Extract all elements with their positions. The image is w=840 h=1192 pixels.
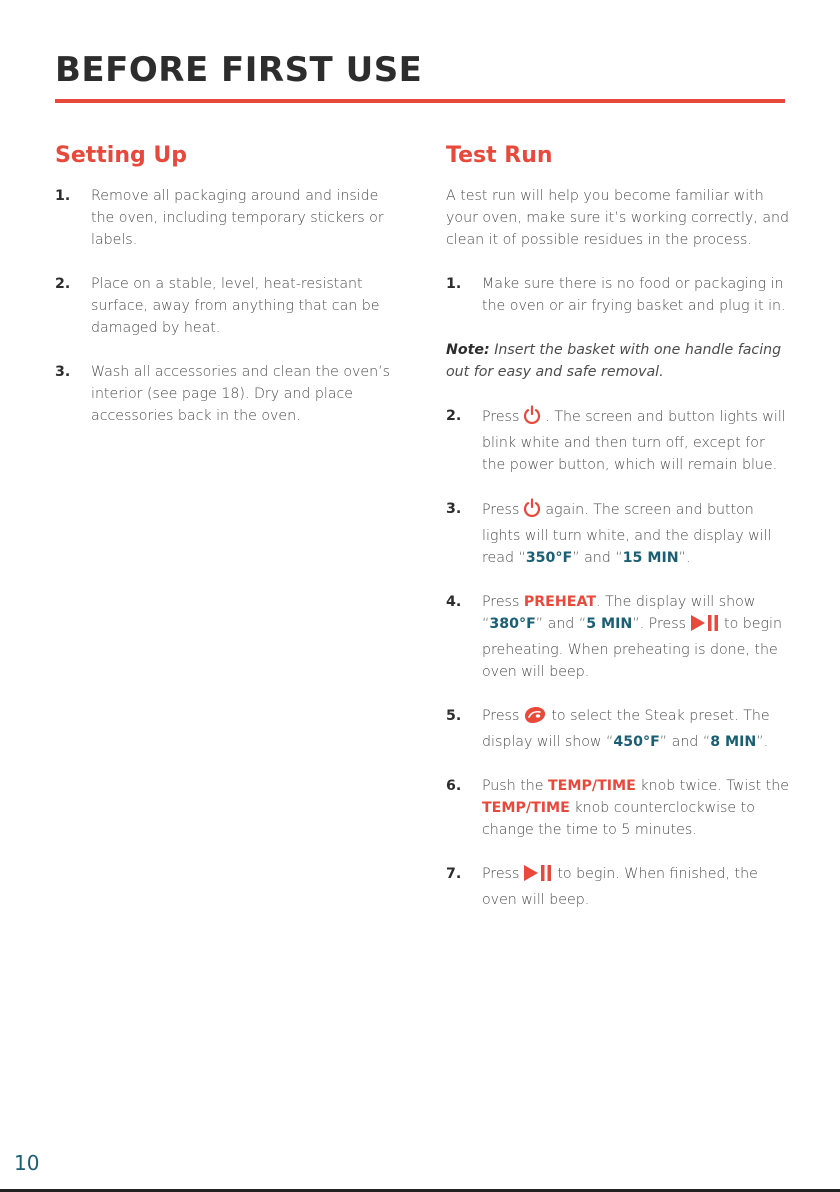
- step-number: 3.: [55, 364, 71, 380]
- power-icon: [523, 405, 541, 432]
- power-icon: [523, 498, 541, 525]
- step-text: Press: [482, 708, 520, 724]
- step-text: . The display will show “: [482, 594, 756, 632]
- test-run-step-4: [446, 591, 791, 683]
- step-number: 4.: [446, 594, 462, 610]
- step-text: Make sure there is no food or packaging in the oven or air frying basket and plug it in.: [482, 276, 786, 314]
- setting-up-heading: Setting Up: [55, 143, 188, 168]
- setting-up-step-3: [55, 361, 400, 427]
- test-run-step-5: [446, 705, 791, 753]
- time-value: 5 MIN: [586, 616, 633, 632]
- steak-icon: [523, 706, 547, 731]
- step-text: Push the: [482, 778, 544, 794]
- step-text: to begin. When finished, the oven will beep.: [482, 866, 758, 908]
- setting-up-step-1: [55, 185, 400, 251]
- step-number: 6.: [446, 778, 462, 794]
- time-value: 15 MIN: [622, 550, 679, 566]
- test-run-step-6: [446, 775, 791, 841]
- step-text: ” and “: [659, 734, 711, 750]
- step-text: ” and “: [535, 616, 587, 632]
- step-text: Place on a stable, level, heat-resistant surface, away from anything that can be damaged by heat.: [91, 276, 380, 336]
- step-number: 2.: [55, 276, 71, 292]
- temp-time-knob-label: TEMP/TIME: [548, 778, 636, 794]
- setting-up-section: [55, 143, 400, 427]
- step-text: ”.: [756, 734, 769, 750]
- step-number: 5.: [446, 708, 462, 724]
- step-text: again. The screen and button lights will turn white, and the display will read “: [482, 502, 772, 566]
- step-text: Press: [482, 866, 520, 882]
- step-number: 1.: [446, 276, 462, 292]
- step-text: to begin preheating. When preheating is done, the oven will beep.: [482, 616, 782, 680]
- time-value: 8 MIN: [710, 734, 757, 750]
- test-run-step-7: [446, 863, 791, 911]
- step-text: ”.: [678, 550, 691, 566]
- step-number: 1.: [55, 188, 71, 204]
- step-number: 2.: [446, 408, 462, 424]
- setting-up-step-2: [55, 273, 400, 339]
- step-text: to select the Steak preset. The display will show “: [482, 708, 770, 750]
- test-run-step-3: [446, 498, 791, 569]
- step-text: Wash all accessories and clean the oven’s interior (see page 18). Dry and place accessories back in the oven.: [91, 364, 391, 424]
- step-text: knob twice. Twist the: [640, 778, 790, 794]
- note: [446, 339, 791, 383]
- step-text: knob counterclockwise to change the time to 5 minutes.: [482, 800, 755, 838]
- test-run-section: [446, 143, 791, 911]
- step-text: . The screen and button lights will blink white and then turn off, except for the power button, which will remain blue.: [482, 409, 786, 473]
- temperature-value: 380°F: [489, 616, 536, 632]
- step-number: 3.: [446, 501, 462, 517]
- step-text: ”. Press: [632, 616, 686, 632]
- temperature-value: 450°F: [613, 734, 660, 750]
- start-pause-icon: [523, 864, 553, 889]
- test-run-step-2: [446, 405, 791, 476]
- title-divider: [55, 99, 785, 103]
- temperature-value: 350°F: [525, 550, 573, 566]
- step-text: Press: [482, 594, 520, 610]
- step-text: ” and “: [572, 550, 623, 566]
- start-pause-icon: [690, 614, 720, 639]
- step-text: Remove all packaging around and inside the oven, including temporary stickers or labels.: [91, 188, 384, 248]
- test-run-intro: A test run will help you become familiar with your oven, make sure it’s working correctly, and clean it of possible residues in the process.: [446, 188, 790, 248]
- note-label: Note:: [446, 342, 490, 358]
- step-number: 7.: [446, 866, 462, 882]
- page-title: BEFORE FIRST USE: [55, 50, 423, 90]
- test-run-heading: Test Run: [446, 143, 553, 168]
- temp-time-knob-label: TEMP/TIME: [482, 800, 570, 816]
- preheat-button-label: PREHEAT: [523, 594, 596, 610]
- page-number: 10: [14, 1151, 40, 1175]
- step-text: Press: [482, 502, 520, 518]
- note-text: Insert the basket with one handle facing out for easy and safe removal.: [446, 342, 782, 380]
- step-text: Press: [482, 409, 520, 425]
- test-run-step-1: [446, 273, 791, 317]
